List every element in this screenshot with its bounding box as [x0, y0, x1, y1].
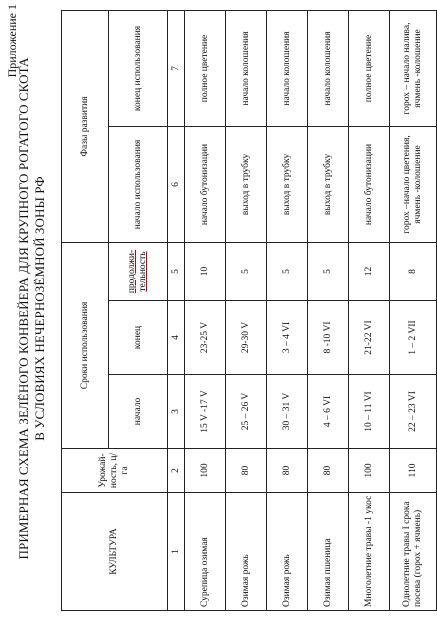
column-number: 2: [168, 449, 185, 493]
cell-duration: 5: [308, 242, 349, 300]
cell-start: 4 – 6 VI: [308, 375, 349, 449]
cell-end: 21-22 VI: [349, 301, 390, 375]
header-terms: Сроки использования: [62, 242, 109, 448]
cell-start: 25 – 26 V: [226, 375, 267, 449]
cell-yield: 80: [308, 449, 349, 493]
cell-duration: 12: [349, 242, 390, 300]
column-number: 4: [168, 301, 185, 375]
cell-duration: 5: [267, 242, 308, 300]
header-start: начало: [109, 375, 168, 449]
cell-phase-end: полное цветение: [185, 10, 226, 126]
cell-culture: Однолетние травы I срока посева (горох + ячмень): [390, 493, 437, 611]
cell-phase-start: начало бутонизации: [349, 126, 390, 242]
cell-duration: 8: [390, 242, 437, 300]
header-row-1: [62, 10, 109, 610]
cell-yield: 110: [390, 449, 437, 493]
column-number: 6: [168, 126, 185, 242]
cell-culture: Озимая пшеница: [308, 493, 349, 611]
header-end: конец: [109, 301, 168, 375]
cell-duration: 5: [226, 242, 267, 300]
cell-yield: 80: [267, 449, 308, 493]
cell-end: 29-30 V: [226, 301, 267, 375]
cell-phase-end: горох – начало налива, ячмень -колошение: [390, 10, 437, 126]
cell-culture: Многолетние травы -1 укос: [349, 493, 390, 611]
table-row: [185, 10, 226, 610]
cell-culture: Озимая рожь: [267, 493, 308, 611]
column-number-row: [168, 10, 185, 610]
header-yield: Урожай-ность, ц/га: [62, 449, 168, 493]
column-number: 5: [168, 242, 185, 300]
cell-phase-start: начало бутонизации: [185, 126, 226, 242]
cell-culture: Сурепица озимая: [185, 493, 226, 611]
cell-yield: 100: [349, 449, 390, 493]
header-phase-end: конец использования: [109, 10, 168, 126]
green-conveyor-table: [61, 10, 437, 611]
cell-start: 30 – 31 V: [267, 375, 308, 449]
cell-end: 1 – 2 VII: [390, 301, 437, 375]
cell-phase-start: выход в трубку: [308, 126, 349, 242]
header-phase-start: начало использования: [109, 126, 168, 242]
table-row: [308, 10, 349, 610]
column-number: 1: [168, 493, 185, 611]
header-duration-text: продолжи-тельность: [127, 249, 148, 294]
cell-phase-end: полное цветение: [349, 10, 390, 126]
header-phases: Фазы развития: [62, 10, 109, 242]
cell-start: 10 – 11 VI: [349, 375, 390, 449]
cell-duration: 10: [185, 242, 226, 300]
cell-yield: 100: [185, 449, 226, 493]
cell-phase-end: начало колошения: [308, 10, 349, 126]
cell-yield: 80: [226, 449, 267, 493]
document-subtitle: В УСЛОВИЯХ НЕЧЕРНОЗЁМНОЙ ЗОНЫ РФ: [32, 176, 47, 441]
cell-end: 3 – 4 VI: [267, 301, 308, 375]
table-row: [390, 10, 437, 610]
cell-start: 22 – 23 VI: [390, 375, 437, 449]
cell-culture: Озимая рожь: [226, 493, 267, 611]
column-number: 7: [168, 10, 185, 126]
table-row: [267, 10, 308, 610]
header-culture: КУЛЬТУРА: [62, 493, 168, 611]
cell-end: 23-25 V: [185, 301, 226, 375]
table-row: [349, 10, 390, 610]
appendix-label: Приложение 1: [5, 4, 19, 78]
document-title: ПРИМЕРНАЯ СХЕМА ЗЕЛЁНОГО КОНВЕЙЕРА ДЛЯ КРУПНОГО РОГАТОГО СКОТА: [16, 57, 31, 560]
cell-start: 15 V -17 V: [185, 375, 226, 449]
table-row: [226, 10, 267, 610]
header-duration: [109, 242, 168, 300]
cell-phase-end: начало колошения: [267, 10, 308, 126]
cell-end: 8 -10 VI: [308, 301, 349, 375]
column-number: 3: [168, 375, 185, 449]
cell-phase-end: начало колошения: [226, 10, 267, 126]
cell-phase-start: горох –начало цветения, ячмень -колошение: [390, 126, 437, 242]
cell-phase-start: выход в трубку: [226, 126, 267, 242]
cell-phase-start: выход в трубку: [267, 126, 308, 242]
